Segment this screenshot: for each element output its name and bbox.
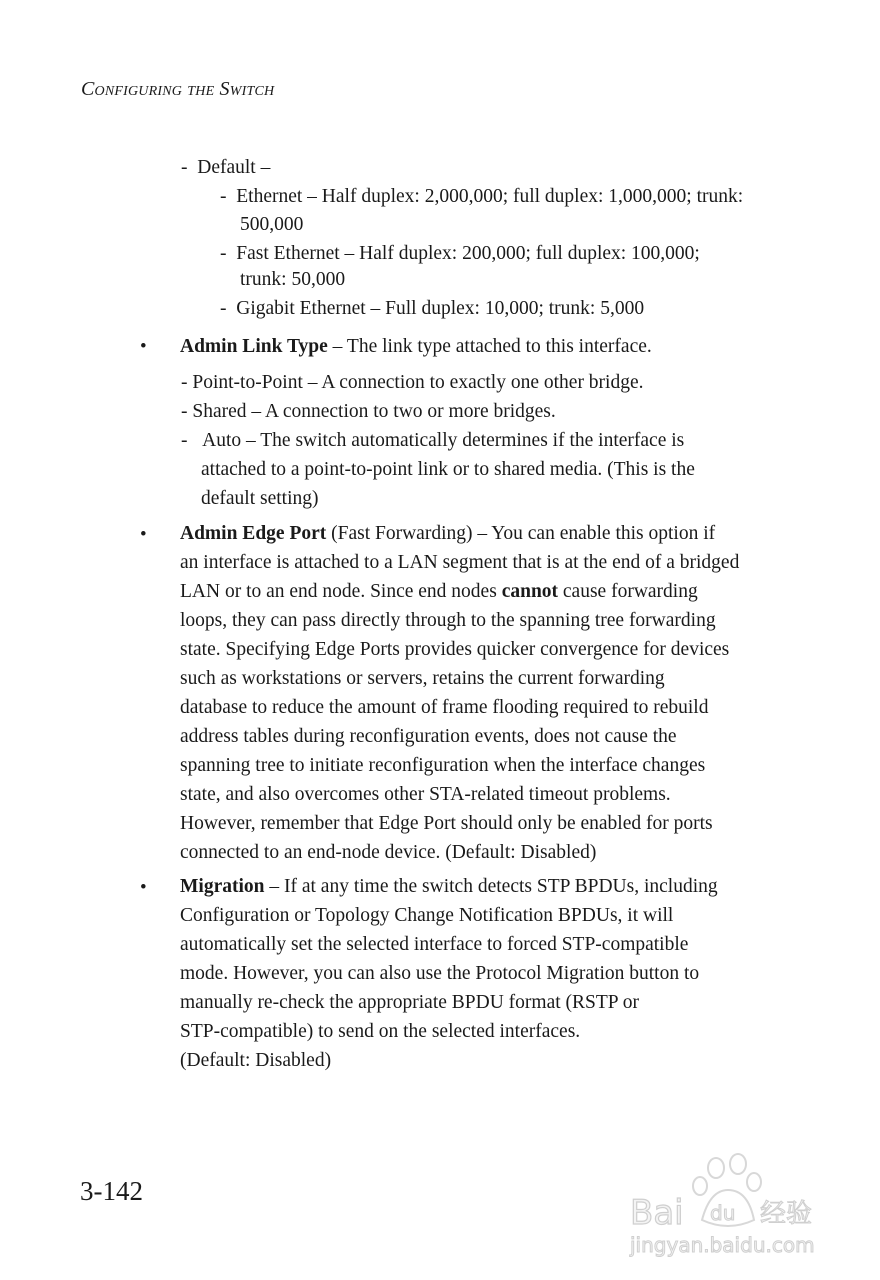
option-auto: - Auto – The switch automatically determines if the interface is xyxy=(181,430,685,451)
text: (Fast Forwarding) – You can enable this option if xyxy=(326,523,716,544)
text: cause forwarding xyxy=(558,581,698,602)
admin-edge-port-line2: an interface is attached to a LAN segment that is at the end of a bridged xyxy=(180,552,740,573)
text: Point-to-Point – A connection to exactly one other bridge. xyxy=(192,372,644,393)
para-line: spanning tree to initiate reconfiguration when the interface changes xyxy=(180,755,706,776)
text: Auto – The switch automatically determines if the interface is xyxy=(202,430,685,451)
option-shared: - Shared – A connection to two or more bridges. xyxy=(181,401,556,422)
default-title-text: Default – xyxy=(197,157,271,178)
text: Shared – A connection to two or more bridges. xyxy=(192,401,556,422)
para-line: address tables during reconfiguration events, does not cause the xyxy=(180,726,677,747)
text: Gigabit Ethernet – Full duplex: 10,000; trunk: 5,000 xyxy=(236,298,645,319)
migration-line1 xyxy=(180,872,718,901)
option-auto-cont2: default setting) xyxy=(201,488,319,509)
page-number: 3-142 xyxy=(80,1176,143,1206)
option-auto-cont: attached to a point-to-point link or to shared media. (This is the xyxy=(201,459,695,480)
default-title: - Default – xyxy=(181,157,271,178)
bullet-icon: • xyxy=(140,524,147,545)
para-line: STP-compatible) to send on the selected interfaces. xyxy=(180,1021,581,1042)
admin-edge-port-line3 xyxy=(180,577,698,606)
bullet-icon: • xyxy=(140,336,147,357)
emphasis: cannot xyxy=(501,581,559,602)
para-line: loops, they can pass directly through to the spanning tree forwarding xyxy=(180,610,716,631)
bullet-icon: • xyxy=(140,877,147,898)
running-header: Configuring the Switch xyxy=(81,78,275,100)
default-item-fast-ethernet: - Fast Ethernet – Half duplex: 200,000; full duplex: 100,000; xyxy=(220,243,700,264)
term: Admin Link Type xyxy=(180,336,328,357)
para-line: automatically set the selected interface to forced STP-compatible xyxy=(180,934,689,955)
para-line: connected to an end-node device. (Default: Disabled) xyxy=(180,842,597,863)
term: Admin Edge Port xyxy=(180,523,327,544)
default-item-fast-ethernet-cont: trunk: 50,000 xyxy=(240,269,346,290)
svg-text:du: du xyxy=(710,1201,736,1225)
para-line: However, remember that Edge Port should only be enabled for ports xyxy=(180,813,713,834)
watermark-url: jingyan.baidu.com xyxy=(630,1233,815,1257)
admin-link-type-item xyxy=(180,332,652,361)
baidu-watermark-icon xyxy=(620,1150,840,1270)
text: Fast Ethernet – Half duplex: 200,000; full duplex: 100,000; xyxy=(236,243,700,264)
desc: – The link type attached to this interface. xyxy=(327,336,652,357)
text: – If at any time the switch detects STP BPDUs, including xyxy=(264,876,718,897)
para-line: database to reduce the amount of frame flooding required to rebuild xyxy=(180,697,709,718)
option-point-to-point: - Point-to-Point – A connection to exactly one other bridge. xyxy=(181,372,644,393)
default-item-ethernet-cont: 500,000 xyxy=(240,214,304,235)
para-line: state. Specifying Edge Ports provides quicker convergence for devices xyxy=(180,639,730,660)
text: Ethernet – Half duplex: 2,000,000; full duplex: 1,000,000; trunk: xyxy=(236,186,744,207)
default-item-ethernet: - Ethernet – Half duplex: 2,000,000; full duplex: 1,000,000; trunk: xyxy=(220,186,744,207)
para-line: such as workstations or servers, retains the current forwarding xyxy=(180,668,665,689)
text: LAN or to an end node. Since end nodes xyxy=(180,581,502,602)
default-item-gigabit: - Gigabit Ethernet – Full duplex: 10,000; trunk: 5,000 xyxy=(220,298,645,319)
para-line: state, and also overcomes other STA-related timeout problems. xyxy=(180,784,671,805)
para-line: Configuration or Topology Change Notification BPDUs, it will xyxy=(180,905,674,926)
para-line: manually re-check the appropriate BPDU format (RSTP or xyxy=(180,992,640,1013)
para-line: (Default: Disabled) xyxy=(180,1050,332,1071)
admin-edge-port-line1 xyxy=(180,519,715,548)
term: Migration xyxy=(180,876,265,897)
para-line: mode. However, you can also use the Protocol Migration button to xyxy=(180,963,700,984)
svg-text:经验: 经验 xyxy=(760,1199,813,1229)
watermark-brand: Bai xyxy=(630,1193,684,1233)
